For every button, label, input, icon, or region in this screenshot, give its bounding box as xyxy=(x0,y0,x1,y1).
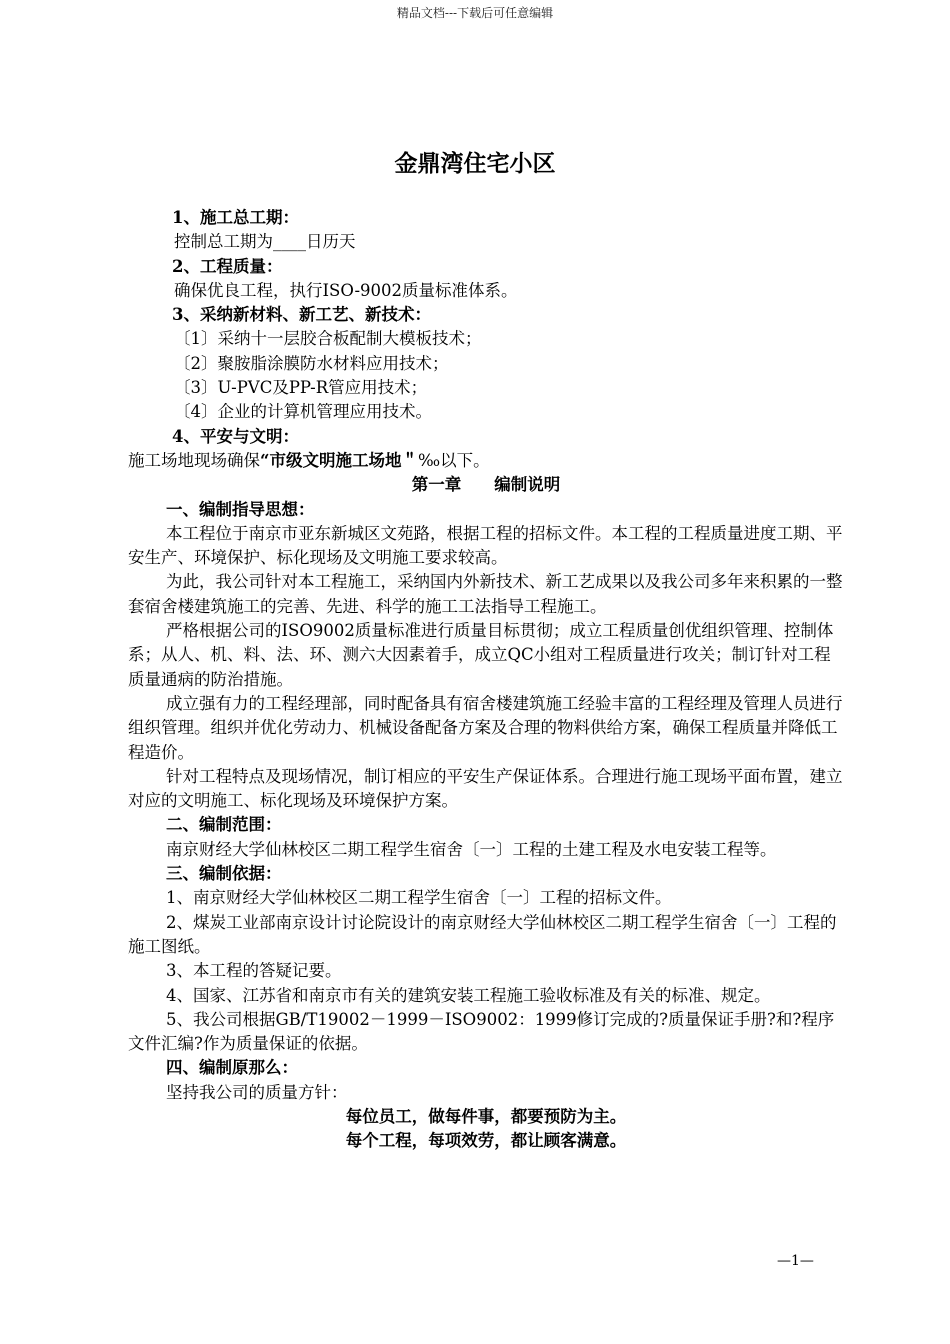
section-4-text-pre: 施工场地现场确保 xyxy=(128,450,260,470)
section-3-item: 〔1〕采纳十一层胶合板配制大模板技术； xyxy=(174,329,482,349)
section-4-text-post: ‰以下。 xyxy=(418,450,490,470)
section-1-heading: 1、施工总工期： xyxy=(172,208,299,227)
part-3-heading: 三、编制依据： xyxy=(166,864,282,884)
part-4-heading: 四、编制原那么： xyxy=(166,1058,298,1078)
part-3-item: 3、本工程的答疑记要。 xyxy=(166,961,342,981)
section-4-text xyxy=(128,449,844,473)
document-title: 金鼎湾住宅小区 xyxy=(394,150,556,177)
section-2-text: 确保优良工程，执行ISO-9002质量标准体系。 xyxy=(174,280,518,300)
section-4-text-bold: “市级文明施工场地＂ xyxy=(260,450,418,470)
part-1-heading: 一、编制指导思想： xyxy=(166,499,315,519)
chapter-heading: 第一章 编制说明 xyxy=(411,475,561,495)
section-2-heading: 2、工程质量： xyxy=(172,256,283,276)
part-2-text: 南京财经大学仙林校区二期工程学生宿舍〔一〕工程的土建工程及水电安装工程等。 xyxy=(166,839,777,859)
section-3-item: 〔2〕聚胺脂涂膜防水材料应用技术； xyxy=(174,353,449,373)
part-3-item: 2、煤炭工业部南京设计讨论院设计的南京财经大学仙林校区二期工程学生宿舍〔一〕工程的施工图纸。 xyxy=(128,912,837,956)
part-2-heading: 二、编制范围： xyxy=(166,815,282,835)
section-3-item: 〔4〕企业的计算机管理应用技术。 xyxy=(174,402,432,422)
section-1-text: 控制总工期为____日历天 xyxy=(174,232,356,252)
part-3-item: 4、国家、江苏省和南京市有关的建筑安装工程施工验收标准及有关的标准、规定。 xyxy=(166,985,771,1005)
part-1-paragraph: 为此，我公司针对本工程施工，采纳国内外新技术、新工艺成果以及我公司多年来积累的一整套宿舍楼建筑施工的完善、先进、科学的施工工法指导工程施工。 xyxy=(128,572,843,616)
section-3-heading: 3、采纳新材料、新工艺、新技术： xyxy=(172,305,431,325)
page-header: 精品文档---下载后可任意编辑 xyxy=(396,6,554,20)
part-4-text: 坚持我公司的质量方针： xyxy=(166,1082,348,1102)
part-1-paragraph: 严格根据公司的ISO9002质量标准进行质量目标贯彻；成立工程质量创优组织管理、控制体系；从人、机、料、法、环、测六大因素着手，成立QC小组对工程质量进行攻关；制订针对工程质量通病的防治措施。 xyxy=(128,621,834,689)
motto-line-1: 每位员工，做每件事，都要预防为主。 xyxy=(345,1106,627,1126)
part-3-item: 1、南京财经大学仙林校区二期工程学生宿舍〔一〕工程的招标文件。 xyxy=(166,888,672,908)
page-number: —1— xyxy=(777,1253,814,1269)
document-body xyxy=(128,206,844,1154)
section-4-heading: 4、平安与文明： xyxy=(172,426,299,446)
part-1-paragraph: 成立强有力的工程经理部，同时配备具有宿舍楼建筑施工经验丰富的工程经理及管理人员进行组织管理。组织并优化劳动力、机械设备配备方案及合理的物料供给方案，确保工程质量并降低工程造价。 xyxy=(128,693,843,762)
part-3-item: 5、我公司根据GB/T19002－1999－ISO9002：1999修订完成的?质量保证手册?和?程序文件汇编?作为质量保证的依据。 xyxy=(128,1009,835,1054)
section-3-item: 〔3〕U-PVC及PP-R管应用技术； xyxy=(174,378,428,398)
part-1-paragraph: 本工程位于南京市亚东新城区文苑路，根据工程的招标文件。本工程的工程质量进度工期、平安生产、环境保护、标化现场及文明施工要求较高。 xyxy=(128,523,843,568)
part-1-paragraph: 针对工程特点及现场情况，制订相应的平安生产保证体系。合理进行施工现场平面布置，建立对应的文明施工、标化现场及环境保护方案。 xyxy=(128,766,843,811)
motto-line-2: 每个工程，每项效劳，都让顾客满意。 xyxy=(345,1131,627,1151)
